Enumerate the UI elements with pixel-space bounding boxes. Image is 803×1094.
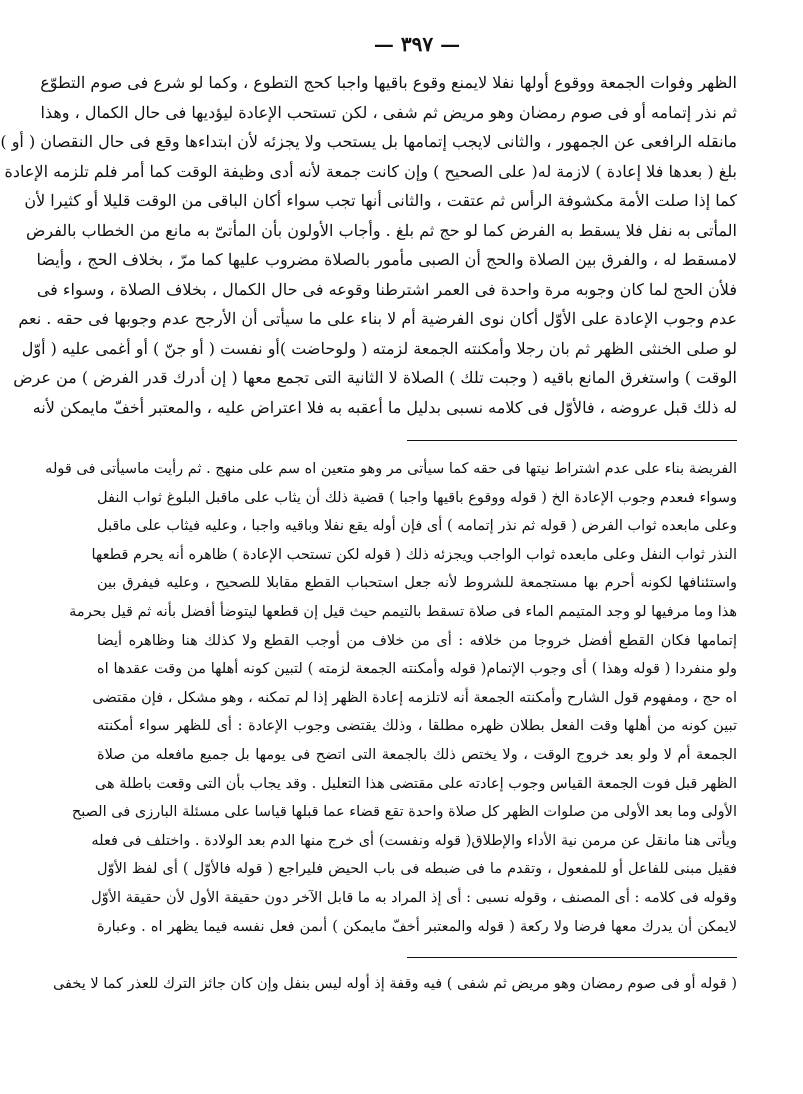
commentary-line: واستئنافها لكونه أحرم بها مستجمعة للشروط لأنه جعل استحباب القطع مقابلا للصحيح ، وعليه فيفرق بين (97, 575, 737, 592)
commentary-line: تبين كونه من أهلها وقت الفعل بطلان ظهره مطلقا ، وذلك يقتضى وجوب الإعادة : أى للظهر سواء أمكنته (97, 718, 737, 735)
page-number: — ٣٩٧ — (373, 32, 461, 56)
commentary-line: الأولى وما بعد الأولى من صلوات الظهر كل صلاة واحدة تقع قضاء عما قبلها قياسا على مسئلة البارزى فى الصبح (71, 804, 737, 821)
commentary-line: هذا وما مرفيها لو وجد المتيمم الماء فى صلاة تسقط بالتيمم حيث قيل إن قطعها ليتوضأ أفضل بأنه ثم قيل بحرمة (69, 603, 737, 620)
main-text-line: عدم وجوب الإعادة على الأوّل أكان نوى الفرضية أم لا بناء على ما سيأتى أن الأرجح عدم وجوبها فى حقه . نعم (18, 309, 737, 328)
commentary-line: الظهر قبل فوت الجمعة القياس وجوب إعادته على مقتضى هذا التعليل . وقد يجاب بأن التى وقعت باطلة هى (94, 775, 737, 792)
commentary-line: فقيل مبنى للفاعل أو للمفعول ، وتقدم ما فى ضبطه فى باب الحيض فليراجع ( قوله فالأوّل ) أى لفظ الأوّل (97, 861, 737, 878)
main-text-line: فلأن الحج لما كان وجوبه مرة واحدة فى العمر اشترطنا وقوعه فى حال الكمال ، بخلاف الصلاة ، وسواء فى (36, 279, 737, 299)
main-text-line: له ذلك قبل عروضه ، فالأوّل فى كلامه نسبى بدليل ما أعقبه به فلا اعتراض عليه ، والمعتبر أخفّ مايمكن لأنه (32, 397, 737, 417)
main-text-line: كما إذا صلت الأمة مكشوفة الرأس ثم عتقت ، والثانى أنها تجب سواء أكان الباقى من الوقت قليلا أو كثيرا لأن (24, 191, 737, 210)
main-text-line: لو صلى الخنثى الظهر ثم بان رجلا وأمكنته الجمعة لزمته ( ولوحاضت )أو نفست ( أو جنّ ) أو أغمى عليه ( أوّل (21, 338, 737, 358)
main-text-line: الظهر وفوات الجمعة ووقوع أولها نفلا لايمنع وقوع باقيها واجبا كحج التطوع ، وكما لو شرع فى صوم التطوّع (40, 73, 737, 92)
commentary-line: إتمامها فكان القطع أفضل خروجا من خلافه : أى من خلاف من أوجب القطع ولا كذلك هنا وظاهره أيضا (97, 632, 737, 649)
main-text-line: الوقت ) واستغرق المانع باقيه ( وجبت تلك ) الصلاة لا الثانية التى تجمع معها ( إن أدرك قدر الفرض ) من عرض (13, 368, 737, 387)
main-text-line: مانقله الرافعى عن الجمهور ، والثانى لايجب إتمامها بل يستحب ولا يجزئه لأن ابتداءها وقع فى حال النقصان ( أو ) (0, 132, 737, 151)
commentary-line: لايمكن أن يدرك معها فرضا ولا ركعة ( قوله والمعتبر أخفّ مايمكن ) أىمن فعل نفسه فيما يظهر اه . وعبارة (97, 918, 738, 935)
book-page (0, 30, 738, 1070)
footnote-line: ( قوله أو فى صوم رمضان وهو مريض ثم شفى ) فيه وقفة إذ أوله ليس بنفل وإن كان جائز الترك للعذر كما لا يخفى (52, 976, 737, 993)
commentary-line: وسواء فىعدم وجوب الإعادة الخ ( قوله ووقوع باقيها واجبا ) قضية ذلك أن يثاب على ماقبل البلوغ ثواب النفل (97, 489, 737, 506)
commentary-line: وعلى مابعده ثواب الفرض ( قوله ثم نذر إتمامه ) أى فإن أوله يقع نفلا وباقيه واجبا ، وعليه فيثاب على ماقبل (97, 518, 737, 535)
commentary-line: ويأتى هنا مانقل عن مرمن نية الأداء والإطلاق( قوله ونفست) أى خرج منها الدم بعد الولادة . واختلف فى فعله (91, 832, 737, 849)
commentary-line: اه حج ، ومفهوم قول الشارح وأمكنته الجمعة أنه لاتلزمه إعادة الظهر إذا لم تمكنه ، وهو مشكل ، فإن مقتضى (92, 689, 737, 706)
main-text-line: ثم نذر إتمامه أو فى صوم رمضان وهو مريض ثم شفى ، لكن تستحب الإعادة ليؤديها فى حال الكمال ، وهذا (40, 102, 737, 122)
main-text-line: لامسقط له ، والفرق بين الصلاة والحج أن الصبى مأمور بالصلاة مضروب عليها كما مرّ ، بخلاف الحج ، وأيضا (36, 250, 737, 269)
main-text-line: المأتى به نفل فلا يسقط به الفرض كما لو حج ثم بلغ . وأجاب الأولون بأن المأتىّ به مانع من الخطاب بالفرض (26, 220, 737, 240)
footnote-divider (407, 957, 737, 958)
main-text-line: بلغ ( بعدها فلا إعادة ) لازمة له( على الصحيح ) وإن كانت جمعة لأنه أدى وظيفة الوقت كما أمر فلم تلزمه الإعادة (4, 161, 737, 181)
commentary-line: وقوله فى كلامه : أى المصنف ، وقوله نسبى : أى إذ المراد به ما قابل الآخر دون حقيقة الأول لأن حقيقة الأوّل (91, 889, 737, 906)
commentary-line: الجمعة أم لا ولو بعد خروج الوقت ، ولا يختص ذلك بالجمعة التى اتضح فى يومها بل جميع مافعله من صلاة (97, 746, 737, 763)
commentary-line: الفريضة بناء على عدم اشتراط نيتها فى حقه كما سيأتى مر وهو متعين اه سم على منهج . ثم رأيت ماسيأتى فى قوله (45, 461, 737, 477)
main-text (0, 68, 737, 422)
commentary-line: النذر ثواب النفل وعلى مابعده ثواب الواجب ويجزئه ذلك ( قوله لكن تستحب الإعادة ) ظاهره أنه يحرم قطعها (91, 546, 737, 563)
commentary-text (45, 455, 738, 941)
section-divider (407, 440, 737, 441)
commentary-line: ولو منفردا ( قوله وهذا ) أى وجوب الإتمام( قوله وأمكنته الجمعة لزمته ) لتبين كونه أهلها من وقت عقدها اه (97, 661, 737, 678)
footnote-text (52, 970, 737, 998)
